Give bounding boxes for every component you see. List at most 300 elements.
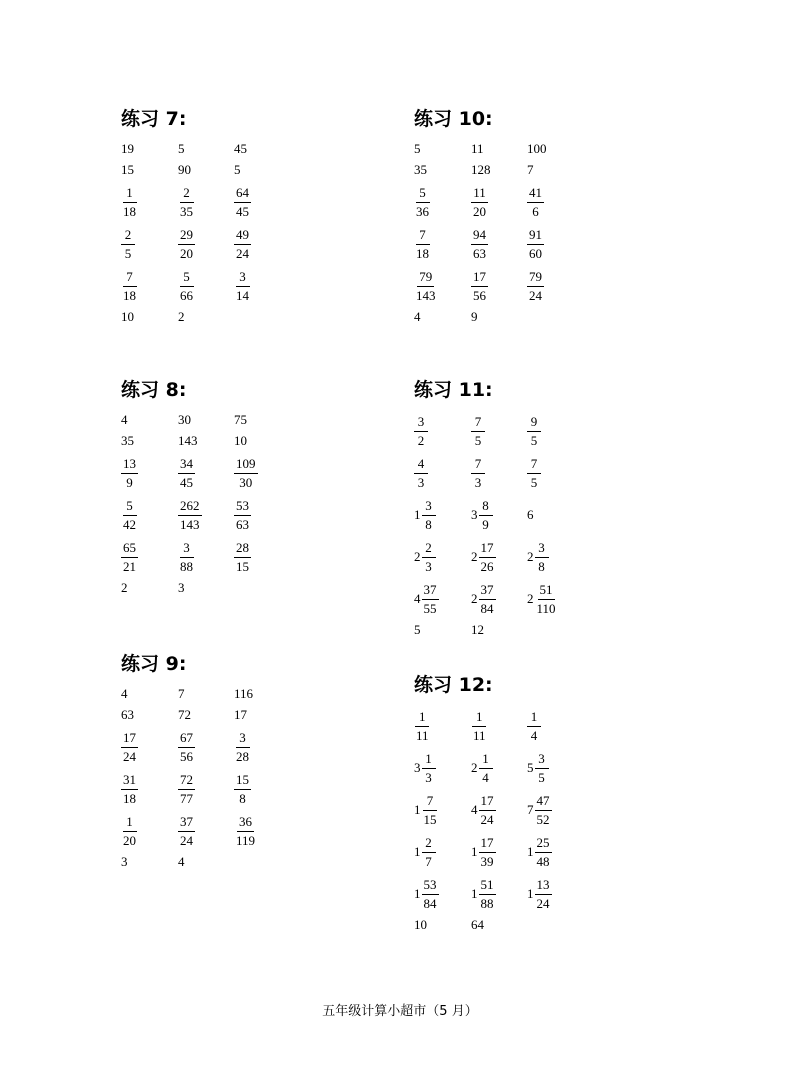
- numerator: 64: [234, 184, 251, 203]
- fraction-answer: [178, 810, 195, 852]
- denominator: 55: [423, 600, 437, 616]
- answer-row: [121, 536, 361, 578]
- answer-cell: [471, 452, 485, 494]
- denominator: 24: [529, 287, 542, 303]
- fraction-answer: [178, 768, 195, 810]
- answer-row: [414, 873, 654, 915]
- fraction-answer: [527, 789, 552, 831]
- denominator: 48: [536, 853, 550, 869]
- numerator: 2: [422, 834, 436, 853]
- integer-answer: 100: [527, 141, 547, 156]
- fraction-answer: [471, 873, 496, 915]
- integer-answer: 4: [121, 686, 128, 701]
- answer-cell: [414, 309, 421, 325]
- denominator: 5: [538, 769, 545, 785]
- answer-cell: [414, 162, 427, 178]
- answer-cell: [234, 162, 241, 178]
- answer-cell: [178, 768, 195, 810]
- whole-number: 2: [471, 549, 478, 564]
- denominator: 6: [532, 203, 539, 219]
- section-title: 练习 10:: [414, 108, 493, 130]
- integer-answer: 72: [178, 707, 191, 722]
- answer-row: [121, 810, 361, 852]
- answer-cell: [178, 536, 195, 578]
- denominator: 18: [123, 203, 136, 219]
- answer-cell: [234, 181, 251, 223]
- denominator: 9: [126, 474, 133, 490]
- answer-row: [414, 160, 654, 181]
- fraction: [527, 268, 544, 305]
- whole-number: 1: [414, 507, 421, 522]
- answer-row: [121, 307, 361, 328]
- numerator: 1: [527, 708, 541, 727]
- exercise-12: [414, 673, 654, 936]
- answer-cell: [234, 768, 251, 810]
- fraction: [479, 581, 496, 618]
- fraction-answer: [414, 705, 431, 747]
- fraction-answer: [234, 536, 251, 578]
- fraction-answer: [471, 831, 496, 873]
- answer-cell: [414, 265, 438, 307]
- fraction-answer: [471, 494, 493, 536]
- answer-cell: [234, 433, 247, 449]
- numerator: 91: [527, 226, 544, 245]
- answer-cell: [121, 223, 135, 265]
- numerator: 3: [180, 539, 194, 558]
- fraction-answer: [234, 810, 257, 852]
- numerator: 15: [234, 771, 251, 790]
- answer-row: [121, 578, 361, 599]
- fraction-answer: [414, 223, 431, 265]
- fraction-answer: [234, 452, 258, 494]
- answer-cell: [121, 433, 134, 449]
- integer-answer: 5: [178, 141, 185, 156]
- fraction: [234, 813, 257, 850]
- exercise-7: [121, 107, 361, 328]
- denominator: 56: [180, 748, 193, 764]
- answer-cell: [414, 622, 421, 638]
- fraction-answer: [178, 452, 195, 494]
- answer-row: [121, 726, 361, 768]
- whole-number: 3: [471, 507, 478, 522]
- fraction: [535, 792, 552, 829]
- fraction-answer: [178, 181, 195, 223]
- answer-cell: [121, 141, 134, 157]
- exercise-9: [121, 652, 361, 873]
- answer-cell: [414, 578, 439, 620]
- denominator: 88: [180, 558, 193, 574]
- denominator: 36: [416, 203, 429, 219]
- fraction-answer: [527, 410, 541, 452]
- fraction: [479, 792, 496, 829]
- numerator: 17: [479, 792, 496, 811]
- answer-cell: [178, 141, 185, 157]
- numerator: 7: [527, 455, 541, 474]
- denominator: 5: [530, 432, 538, 448]
- answer-cell: [471, 141, 484, 157]
- numerator: 5: [416, 184, 430, 203]
- answer-cell: [234, 223, 251, 265]
- fraction-answer: [471, 747, 493, 789]
- answer-cell: [414, 410, 428, 452]
- numerator: 3: [414, 413, 428, 432]
- fraction: [121, 497, 138, 534]
- fraction: [178, 813, 195, 850]
- numerator: 79: [527, 268, 544, 287]
- fraction: [479, 876, 496, 913]
- fraction-answer: [471, 410, 485, 452]
- denominator: 7: [425, 853, 432, 869]
- whole-number: 2: [471, 760, 478, 775]
- answer-cell: [178, 412, 191, 428]
- denominator: 20: [123, 832, 136, 848]
- answer-cell: [121, 536, 138, 578]
- numerator: 53: [234, 497, 251, 516]
- integer-answer: 7: [527, 162, 534, 177]
- denominator: 35: [180, 203, 193, 219]
- exercise-8: [121, 378, 361, 599]
- fraction-answer: [527, 705, 541, 747]
- integer-answer: 4: [121, 412, 128, 427]
- numerator: 51: [479, 876, 496, 895]
- fraction-answer: [178, 494, 202, 536]
- answer-row: [121, 181, 361, 223]
- integer-answer: 63: [121, 707, 134, 722]
- fraction: [471, 268, 488, 305]
- answer-cell: [178, 686, 185, 702]
- fraction: [234, 497, 251, 534]
- answer-cell: [471, 747, 493, 789]
- fraction-answer: [178, 726, 195, 768]
- answer-cell: [414, 536, 436, 578]
- fraction-answer: [527, 831, 552, 873]
- fraction-answer: [234, 181, 251, 223]
- integer-answer: 2: [178, 309, 185, 324]
- answer-cell: [178, 223, 195, 265]
- fraction-answer: [471, 578, 496, 620]
- denominator: 8: [239, 790, 246, 806]
- denominator: 8: [538, 558, 545, 574]
- integer-answer: 10: [414, 917, 427, 932]
- fraction-answer: [121, 726, 138, 768]
- denominator: 24: [123, 748, 136, 764]
- fraction: [535, 539, 549, 576]
- answer-cell: [121, 726, 138, 768]
- fraction: [234, 226, 251, 263]
- numerator: 37: [422, 581, 439, 600]
- answer-cell: [414, 141, 421, 157]
- integer-answer: 35: [414, 162, 427, 177]
- section-title: 练习 11:: [414, 379, 493, 401]
- fraction: [121, 184, 138, 221]
- answer-cell: [234, 810, 257, 852]
- integer-answer: 143: [178, 433, 198, 448]
- fraction: [527, 413, 541, 450]
- fraction: [535, 876, 552, 913]
- answer-cell: [527, 831, 552, 873]
- integer-answer: 4: [414, 309, 421, 324]
- integer-answer: 116: [234, 686, 254, 701]
- answer-cell: [178, 452, 195, 494]
- answer-cell: [234, 707, 247, 723]
- fraction: [422, 792, 439, 829]
- answer-row: [414, 747, 654, 789]
- answer-row: [121, 223, 361, 265]
- fraction-answer: [471, 181, 488, 223]
- fraction: [178, 771, 195, 808]
- numerator: 1: [479, 750, 493, 769]
- fraction: [234, 539, 251, 576]
- integer-answer: 35: [121, 433, 134, 448]
- fraction: [422, 876, 439, 913]
- numerator: 1: [123, 184, 137, 203]
- fraction-answer: [414, 265, 438, 307]
- numerator: 17: [471, 268, 488, 287]
- whole-number: 4: [471, 802, 478, 817]
- numerator: 79: [417, 268, 434, 287]
- answer-row: [414, 915, 654, 936]
- answer-row: [414, 494, 654, 536]
- numerator: 2: [180, 184, 194, 203]
- integer-answer: 9: [471, 309, 478, 324]
- denominator: 56: [473, 287, 486, 303]
- fraction-answer: [471, 265, 488, 307]
- denominator: 24: [536, 895, 550, 911]
- answer-cell: [414, 917, 427, 933]
- fraction: [414, 226, 431, 263]
- denominator: 63: [236, 516, 249, 532]
- section-title: 练习 9:: [121, 653, 187, 675]
- answer-cell: [121, 854, 128, 870]
- integer-answer: 75: [234, 412, 247, 427]
- denominator: 88: [480, 895, 494, 911]
- answer-cell: [178, 726, 195, 768]
- fraction: [527, 708, 541, 745]
- answer-cell: [178, 433, 198, 449]
- numerator: 51: [538, 581, 555, 600]
- integer-answer: 5: [414, 622, 421, 637]
- answer-cell: [471, 410, 485, 452]
- numerator: 1: [123, 813, 137, 832]
- answer-cell: [471, 181, 488, 223]
- fraction: [422, 834, 436, 871]
- page-footer: 五年级计算小超市（5 月）: [322, 1004, 478, 1019]
- answer-cell: [527, 747, 549, 789]
- fraction-answer: [471, 536, 496, 578]
- answer-cell: [178, 309, 185, 325]
- fraction: [414, 413, 428, 450]
- answer-cell: [121, 309, 134, 325]
- numerator: 49: [234, 226, 251, 245]
- numerator: 3: [422, 497, 436, 516]
- fraction-answer: [121, 223, 135, 265]
- whole-number: 2: [414, 549, 421, 564]
- numerator: 31: [121, 771, 138, 790]
- answer-row: [121, 768, 361, 810]
- fraction-answer: [178, 536, 195, 578]
- whole-number: 1: [414, 844, 421, 859]
- fraction: [121, 813, 138, 850]
- fraction: [178, 729, 195, 766]
- fraction-answer: [471, 789, 496, 831]
- answer-row: [414, 452, 654, 494]
- answer-row: [121, 494, 361, 536]
- numerator: 1: [422, 750, 436, 769]
- fraction: [234, 771, 251, 808]
- denominator: 18: [123, 790, 136, 806]
- denominator: 20: [473, 203, 486, 219]
- answer-row: [414, 223, 654, 265]
- answer-cell: [121, 181, 138, 223]
- denominator: 45: [180, 474, 193, 490]
- numerator: 5: [123, 497, 137, 516]
- integer-answer: 2: [121, 580, 128, 595]
- answer-cell: [121, 494, 138, 536]
- denominator: 11: [416, 727, 429, 743]
- denominator: 11: [473, 727, 486, 743]
- denominator: 119: [236, 832, 256, 848]
- numerator: 7: [471, 455, 485, 474]
- integer-answer: 12: [471, 622, 484, 637]
- fraction: [422, 539, 436, 576]
- numerator: 29: [178, 226, 195, 245]
- answer-row: [121, 705, 361, 726]
- integer-answer: 10: [234, 433, 247, 448]
- answer-cell: [414, 747, 436, 789]
- answer-cell: [178, 707, 191, 723]
- exercise-11: [414, 378, 654, 641]
- answer-row: [121, 684, 361, 705]
- fraction: [479, 834, 496, 871]
- integer-answer: 11: [471, 141, 484, 156]
- fraction-answer: [414, 831, 436, 873]
- answer-row: [414, 578, 654, 620]
- denominator: 14: [236, 287, 249, 303]
- numerator: 65: [121, 539, 138, 558]
- answer-cell: [527, 873, 552, 915]
- numerator: 47: [535, 792, 552, 811]
- fraction: [414, 708, 431, 745]
- numerator: 94: [471, 226, 488, 245]
- numerator: 4: [414, 455, 428, 474]
- integer-answer: 7: [178, 686, 185, 701]
- numerator: 3: [236, 729, 250, 748]
- denominator: 3: [425, 558, 432, 574]
- answer-cell: [234, 412, 247, 428]
- answer-row: [414, 789, 654, 831]
- numerator: 34: [178, 455, 195, 474]
- fraction-answer: [121, 452, 138, 494]
- answer-row: [414, 536, 654, 578]
- integer-answer: 5: [414, 141, 421, 156]
- fraction: [471, 708, 488, 745]
- answer-cell: [527, 181, 544, 223]
- answer-cell: [471, 789, 496, 831]
- fraction: [178, 268, 195, 305]
- fraction: [479, 497, 493, 534]
- fraction-answer: [121, 810, 138, 852]
- answer-cell: [471, 494, 493, 536]
- whole-number: 4: [414, 591, 421, 606]
- answer-cell: [527, 789, 552, 831]
- fraction-answer: [121, 768, 138, 810]
- answer-cell: [121, 707, 134, 723]
- whole-number: 5: [527, 760, 534, 775]
- numerator: 11: [471, 184, 488, 203]
- denominator: 20: [180, 245, 193, 261]
- fraction-answer: [414, 789, 439, 831]
- answer-cell: [527, 452, 541, 494]
- answer-cell: [527, 410, 541, 452]
- fraction: [178, 497, 202, 534]
- fraction: [121, 268, 138, 305]
- fraction-answer: [471, 452, 485, 494]
- fraction-answer: [234, 265, 251, 307]
- denominator: 110: [536, 600, 556, 616]
- denominator: 66: [180, 287, 193, 303]
- numerator: 1: [472, 708, 486, 727]
- fraction: [234, 268, 251, 305]
- numerator: 17: [121, 729, 138, 748]
- numerator: 9: [527, 413, 541, 432]
- fraction-answer: [234, 726, 251, 768]
- numerator: 5: [180, 268, 194, 287]
- denominator: 4: [482, 769, 489, 785]
- denominator: 24: [180, 832, 193, 848]
- fraction-answer: [121, 494, 138, 536]
- fraction-answer: [414, 747, 436, 789]
- numerator: 3: [236, 268, 250, 287]
- fraction: [121, 771, 138, 808]
- answer-cell: [121, 768, 138, 810]
- section-title: 练习 7:: [121, 108, 187, 130]
- fraction-answer: [414, 181, 431, 223]
- denominator: 143: [416, 287, 436, 303]
- fraction: [527, 455, 541, 492]
- answer-cell: [178, 494, 202, 536]
- denominator: 84: [423, 895, 437, 911]
- answer-cell: [234, 452, 258, 494]
- fraction: [535, 750, 549, 787]
- fraction-answer: [414, 410, 428, 452]
- answer-cell: [527, 494, 534, 536]
- fraction-answer: [527, 578, 558, 620]
- section-title: 练习 8:: [121, 379, 187, 401]
- denominator: 5: [124, 245, 132, 261]
- fraction-answer: [527, 747, 549, 789]
- whole-number: 2: [527, 591, 534, 606]
- integer-answer: 30: [178, 412, 191, 427]
- fraction-answer: [527, 181, 544, 223]
- fraction: [178, 539, 195, 576]
- denominator: 9: [482, 516, 489, 532]
- numerator: 13: [535, 876, 552, 895]
- fraction: [471, 184, 488, 221]
- integer-answer: 17: [234, 707, 247, 722]
- fraction-answer: [471, 705, 488, 747]
- numerator: 53: [422, 876, 439, 895]
- whole-number: 1: [414, 886, 421, 901]
- answer-row: [414, 181, 654, 223]
- fraction: [535, 834, 552, 871]
- fraction: [422, 497, 436, 534]
- answer-row: [414, 265, 654, 307]
- answer-cell: [414, 789, 439, 831]
- answer-cell: [234, 686, 253, 702]
- answer-cell: [121, 686, 128, 702]
- answer-cell: [178, 580, 185, 596]
- denominator: 15: [236, 558, 249, 574]
